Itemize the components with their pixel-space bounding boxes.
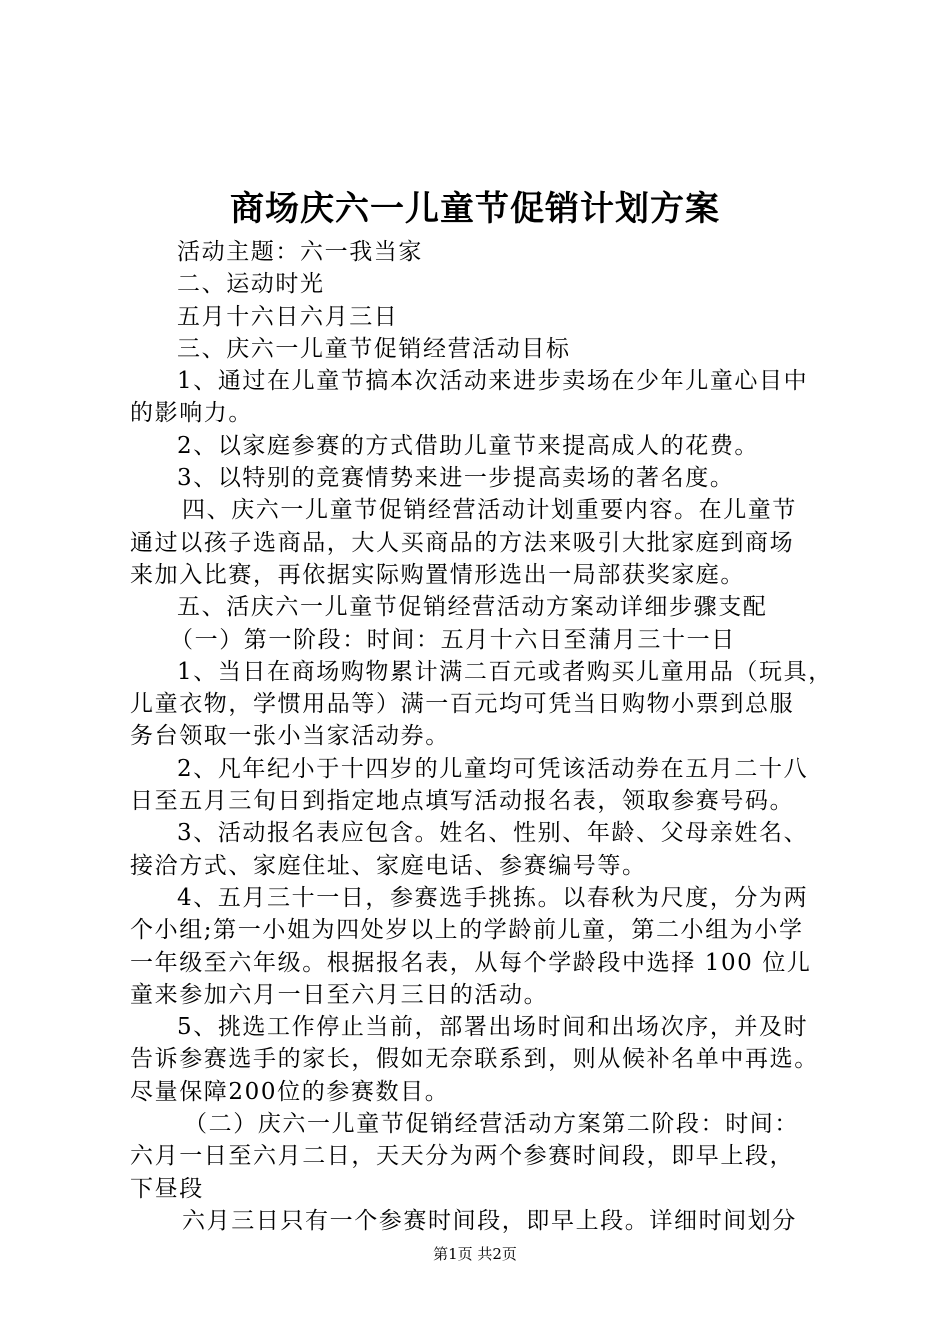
- paragraph-line: 1、当日在商场购物累计满二百元或者购买儿童用品（玩具，: [177, 658, 833, 685]
- paragraph-line: 活动主题：六一我当家: [177, 239, 423, 265]
- document-body: [130, 236, 850, 1237]
- paragraph-line: 一年级至六年级。根据报名表，从每个学龄段中选择 100 位儿: [130, 949, 812, 976]
- paragraph-line: （二）庆六一儿童节促销经营活动方案第二阶段：时间：: [184, 1111, 799, 1138]
- paragraph-line: 二、运动时光: [177, 271, 325, 298]
- paragraph-line: 个小组;第一小姐为四处岁以上的学龄前儿童，第二小组为小学: [130, 917, 804, 944]
- paragraph-line: 2、以家庭参赛的方式借助儿童节来提高成人的花费。: [177, 432, 760, 459]
- paragraph-line: 来加入比赛，再依据实际购置情形选出一局部获奖家庭。: [130, 561, 745, 588]
- paragraph-line: （一）第一阶段：时间：五月十六日至蒲月三十一日: [170, 626, 736, 653]
- paragraph-line: 3、活动报名表应包含。姓名、性别、年龄、父母亲姓名、: [177, 820, 809, 847]
- paragraph-line: 四、庆六一儿童节促销经营活动计划重要内容。在儿童节: [182, 497, 797, 524]
- paragraph-line: 六月三日只有一个参赛时间段，即早上段。详细时间划分: [182, 1207, 797, 1234]
- page-footer: 第1页 共2页: [433, 1245, 517, 1263]
- paragraph-line: 5、挑选工作停止当前，部署出场时间和出场次序，并及时: [177, 1014, 809, 1041]
- paragraph-line: 通过以孩子选商品，大人买商品的方法来吸引大批家庭到商场: [130, 529, 795, 556]
- paragraph-line: 六月一日至六月二日，天天分为两个参赛时间段，即早上段，: [130, 1143, 795, 1170]
- paragraph-line: 童来参加六月一日至六月三日的活动。: [130, 981, 549, 1008]
- paragraph-line: 接洽方式、家庭住址、家庭电话、参赛编号等。: [130, 852, 647, 879]
- paragraph-line: 下昼段: [130, 1175, 204, 1202]
- paragraph-line: 五月十六日六月三日: [177, 303, 399, 330]
- paragraph-line: 日至五月三旬日到指定地点填写活动报名表，领取参赛号码。: [130, 788, 795, 815]
- document-title: 商场庆六一儿童节促销计划方案: [230, 189, 720, 229]
- paragraph-line: 1、通过在儿童节搞本次活动来进步卖场在少年儿童心目中: [177, 368, 809, 395]
- paragraph-line: 3、以特别的竞赛情势来进一步提高卖场的著名度。: [177, 465, 735, 492]
- paragraph-line: 的影响力。: [130, 400, 253, 427]
- paragraph-line: 4、五月三十一日，参赛选手挑拣。以春秋为尺度，分为两: [177, 884, 809, 911]
- paragraph-line: 告诉参赛选手的家长，假如无奈联系到，则从候补名单中再选。: [130, 1046, 819, 1073]
- paragraph-line: 务台领取一张小当家活动券。: [130, 723, 450, 750]
- paragraph-line: 三、庆六一儿童节促销经营活动目标: [177, 335, 571, 362]
- paragraph-line: 2、凡年纪小于十四岁的儿童均可凭该活动券在五月二十八: [177, 755, 809, 782]
- paragraph-line: 尽量保障200位的参赛数目。: [130, 1078, 450, 1105]
- paragraph-line: 儿童衣物，学惯用品等）满一百元均可凭当日购物小票到总服: [130, 691, 795, 718]
- paragraph-line: 五、活庆六一儿童节促销经营活动方案动详细步骤支配: [177, 594, 768, 621]
